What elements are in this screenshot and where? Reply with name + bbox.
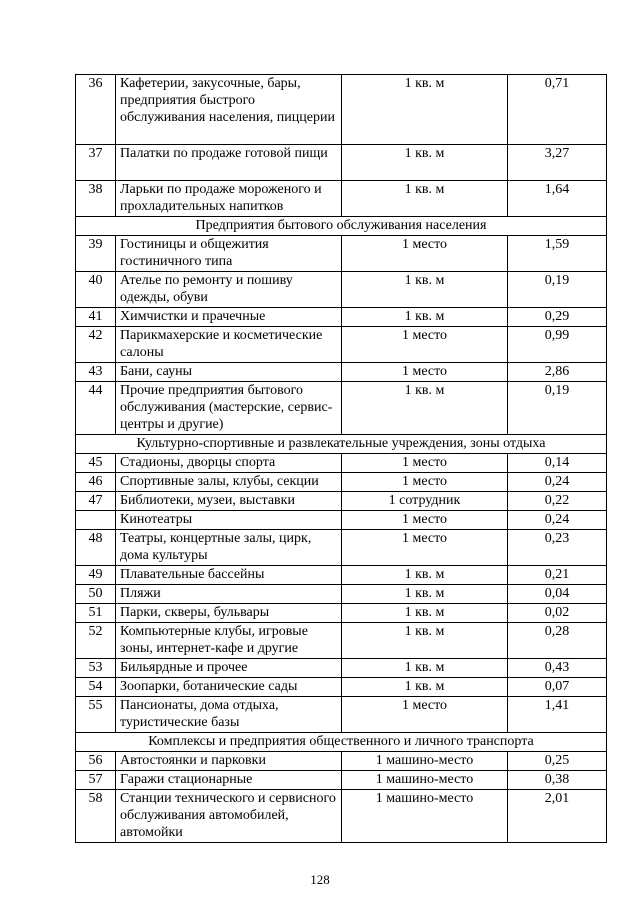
row-name: Ателье по ремонту и пошиву одежды, обуви	[116, 272, 342, 308]
section-header-row	[76, 217, 607, 236]
row-unit: 1 кв. м	[342, 145, 508, 181]
row-number: 50	[76, 585, 116, 604]
table-row	[76, 327, 607, 363]
table-row	[76, 492, 607, 511]
row-value: 0,71	[508, 75, 607, 145]
row-unit: 1 кв. м	[342, 181, 508, 217]
row-number: 44	[76, 382, 116, 435]
row-unit: 1 кв. м	[342, 75, 508, 145]
row-unit: 1 кв. м	[342, 678, 508, 697]
table-row	[76, 752, 607, 771]
row-number: 53	[76, 659, 116, 678]
row-name: Бильярдные и прочее	[116, 659, 342, 678]
row-name: Гаражи стационарные	[116, 771, 342, 790]
row-name: Стадионы, дворцы спорта	[116, 454, 342, 473]
row-value: 3,27	[508, 145, 607, 181]
row-value: 1,59	[508, 236, 607, 272]
row-name: Пляжи	[116, 585, 342, 604]
section-title: Культурно-спортивные и развлекательные учреждения, зоны отдыха	[76, 435, 607, 454]
row-unit: 1 место	[342, 327, 508, 363]
row-value: 0,99	[508, 327, 607, 363]
row-number: 39	[76, 236, 116, 272]
row-number: 52	[76, 623, 116, 659]
row-value: 0,19	[508, 272, 607, 308]
row-number: 55	[76, 697, 116, 733]
row-unit: 1 место	[342, 236, 508, 272]
table-row	[76, 145, 607, 181]
row-value: 0,24	[508, 511, 607, 530]
row-value: 0,43	[508, 659, 607, 678]
table-row	[76, 511, 607, 530]
row-value: 0,02	[508, 604, 607, 623]
section-header-row	[76, 733, 607, 752]
row-name: Автостоянки и парковки	[116, 752, 342, 771]
table-row	[76, 272, 607, 308]
row-unit: 1 место	[342, 530, 508, 566]
table-row	[76, 75, 607, 145]
row-value: 0,22	[508, 492, 607, 511]
table-row	[76, 566, 607, 585]
row-value: 0,21	[508, 566, 607, 585]
row-name: Палатки по продаже готовой пищи	[116, 145, 342, 181]
table-row	[76, 308, 607, 327]
row-name: Гостиницы и общежития гостиничного типа	[116, 236, 342, 272]
row-number: 37	[76, 145, 116, 181]
row-number: 43	[76, 363, 116, 382]
row-value: 1,41	[508, 697, 607, 733]
row-unit: 1 сотрудник	[342, 492, 508, 511]
table-row	[76, 236, 607, 272]
row-number: 48	[76, 530, 116, 566]
row-name: Парки, скверы, бульвары	[116, 604, 342, 623]
table-row	[76, 473, 607, 492]
table-body	[76, 75, 607, 843]
row-value: 0,23	[508, 530, 607, 566]
row-value: 0,24	[508, 473, 607, 492]
row-number: 46	[76, 473, 116, 492]
row-value: 0,38	[508, 771, 607, 790]
row-unit: 1 место	[342, 454, 508, 473]
row-name: Зоопарки, ботанические сады	[116, 678, 342, 697]
row-name: Плавательные бассейны	[116, 566, 342, 585]
table-row	[76, 454, 607, 473]
row-name: Театры, концертные залы, цирк, дома культуры	[116, 530, 342, 566]
row-number: 42	[76, 327, 116, 363]
row-unit: 1 кв. м	[342, 659, 508, 678]
row-name: Химчистки и прачечные	[116, 308, 342, 327]
row-name: Спортивные залы, клубы, секции	[116, 473, 342, 492]
row-number: 40	[76, 272, 116, 308]
row-value: 0,14	[508, 454, 607, 473]
row-unit: 1 место	[342, 697, 508, 733]
row-number: 47	[76, 492, 116, 511]
row-name: Парикмахерские и косметические салоны	[116, 327, 342, 363]
row-unit: 1 кв. м	[342, 566, 508, 585]
table-row	[76, 697, 607, 733]
row-value: 0,29	[508, 308, 607, 327]
row-name: Ларьки по продаже мороженого и прохладительных напитков	[116, 181, 342, 217]
table-row	[76, 530, 607, 566]
section-title: Комплексы и предприятия общественного и личного транспорта	[76, 733, 607, 752]
row-value: 2,01	[508, 790, 607, 843]
section-title: Предприятия бытового обслуживания населения	[76, 217, 607, 236]
table-row	[76, 790, 607, 843]
row-unit: 1 место	[342, 511, 508, 530]
table-row	[76, 678, 607, 697]
row-value: 2,86	[508, 363, 607, 382]
row-value: 1,64	[508, 181, 607, 217]
row-value: 0,28	[508, 623, 607, 659]
table-row	[76, 382, 607, 435]
page-number: 128	[310, 872, 330, 887]
row-unit: 1 кв. м	[342, 623, 508, 659]
row-number: 36	[76, 75, 116, 145]
row-unit: 1 кв. м	[342, 308, 508, 327]
row-name: Станции технического и сервисного обслуживания автомобилей, автомойки	[116, 790, 342, 843]
table-row	[76, 585, 607, 604]
row-value: 0,07	[508, 678, 607, 697]
section-header-row	[76, 435, 607, 454]
row-unit: 1 машино-место	[342, 752, 508, 771]
row-unit: 1 кв. м	[342, 585, 508, 604]
row-unit: 1 место	[342, 473, 508, 492]
row-value: 0,25	[508, 752, 607, 771]
row-value: 0,04	[508, 585, 607, 604]
row-unit: 1 машино-место	[342, 771, 508, 790]
row-number: 49	[76, 566, 116, 585]
row-number: 54	[76, 678, 116, 697]
row-unit: 1 машино-место	[342, 790, 508, 843]
row-number: 51	[76, 604, 116, 623]
row-name: Кинотеатры	[116, 511, 342, 530]
row-number: 57	[76, 771, 116, 790]
row-name: Пансионаты, дома отдыха, туристические базы	[116, 697, 342, 733]
table-row	[76, 181, 607, 217]
row-unit: 1 кв. м	[342, 272, 508, 308]
row-name: Бани, сауны	[116, 363, 342, 382]
row-number: 38	[76, 181, 116, 217]
row-value: 0,19	[508, 382, 607, 435]
row-number: 56	[76, 752, 116, 771]
table-row	[76, 623, 607, 659]
row-name: Прочие предприятия бытового обслуживания (мастерские, сервис-центры и другие)	[116, 382, 342, 435]
row-name: Библиотеки, музеи, выставки	[116, 492, 342, 511]
row-unit: 1 место	[342, 363, 508, 382]
table-row	[76, 363, 607, 382]
row-number: 41	[76, 308, 116, 327]
row-name: Кафетерии, закусочные, бары, предприятия быстрого обслуживания населения, пиццерии	[116, 75, 342, 145]
row-number	[76, 511, 116, 530]
row-name: Компьютерные клубы, игровые зоны, интернет-кафе и другие	[116, 623, 342, 659]
table-row	[76, 659, 607, 678]
row-unit: 1 кв. м	[342, 604, 508, 623]
row-number: 58	[76, 790, 116, 843]
table-row	[76, 771, 607, 790]
row-unit: 1 кв. м	[342, 382, 508, 435]
row-number: 45	[76, 454, 116, 473]
norms-table	[75, 74, 607, 843]
table-row	[76, 604, 607, 623]
